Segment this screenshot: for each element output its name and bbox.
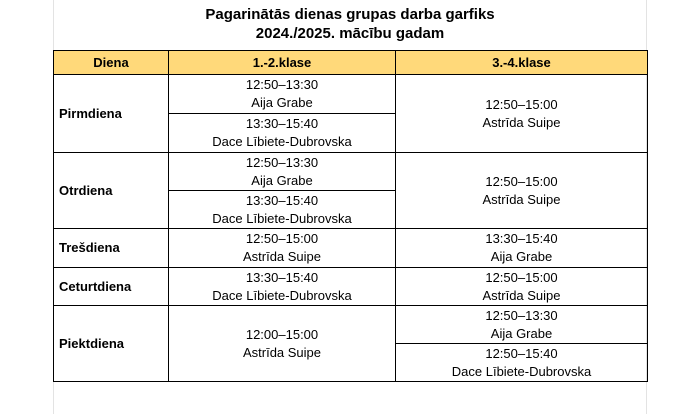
teacher-name: Aija Grabe bbox=[251, 95, 313, 110]
schedule-cell bbox=[169, 75, 396, 114]
day-friday: Piektdiena bbox=[54, 306, 169, 382]
schedule-cell bbox=[396, 153, 648, 229]
table-row bbox=[54, 75, 648, 114]
teacher-name: Astrīda Suipe bbox=[242, 344, 322, 360]
time-text: 12:50–15:00 bbox=[485, 173, 558, 189]
time-text: 12:50–13:30 bbox=[245, 77, 319, 92]
teacher-name: Dace Lībiete-Dubrovska bbox=[212, 287, 352, 303]
table-row bbox=[54, 306, 648, 344]
teacher-name: Astrīda Suipe bbox=[482, 287, 561, 303]
document-title: Pagarinātās dienas grupas darba garfiks bbox=[205, 6, 495, 23]
day-thursday: Ceturtdiena bbox=[54, 268, 169, 306]
schedule-cell bbox=[396, 344, 648, 382]
schedule-cell bbox=[169, 153, 396, 191]
header-day: Diena bbox=[54, 51, 169, 75]
schedule-cell bbox=[169, 306, 396, 382]
table-header-row bbox=[54, 51, 648, 75]
schedule-cell bbox=[396, 75, 648, 153]
schedule-cell bbox=[169, 114, 396, 153]
time-text: 12:00–15:00 bbox=[245, 326, 319, 342]
time-text: 13:30–15:40 bbox=[485, 231, 558, 246]
schedule-cell bbox=[169, 268, 396, 306]
teacher-name: Dace Lībiete-Dubrovska bbox=[212, 210, 352, 226]
schedule-cell bbox=[396, 306, 648, 344]
teacher-name: Dace Lībiete-Dubrovska bbox=[212, 134, 352, 149]
schedule-cell bbox=[169, 229, 396, 268]
document-subtitle: 2024./2025. mācību gadam bbox=[255, 25, 445, 42]
header-grade-1-2: 1.-2.klase bbox=[169, 51, 396, 75]
header-grade-3-4: 3.-4.klase bbox=[396, 51, 648, 75]
day-monday: Pirmdiena bbox=[54, 75, 169, 153]
schedule-cell bbox=[396, 268, 648, 306]
time-text: 12:50–13:30 bbox=[485, 307, 558, 323]
teacher-name: Astrīda Suipe bbox=[482, 114, 561, 130]
teacher-name: Dace Lībiete-Dubrovska bbox=[451, 363, 592, 379]
time-text: 13:30–15:40 bbox=[245, 269, 319, 285]
schedule-cell bbox=[396, 229, 648, 268]
time-text: 12:50–13:30 bbox=[245, 154, 319, 170]
time-text: 12:50–15:00 bbox=[485, 96, 558, 112]
teacher-name: Aija Grabe bbox=[490, 325, 553, 341]
time-text: 13:30–15:40 bbox=[245, 192, 319, 208]
schedule-cell bbox=[169, 191, 396, 229]
teacher-name: Aija Grabe bbox=[251, 172, 313, 188]
time-text: 12:50–15:00 bbox=[485, 269, 558, 285]
table-row bbox=[54, 153, 648, 191]
day-tuesday: Otrdiena bbox=[54, 153, 169, 229]
schedule-table bbox=[53, 50, 648, 382]
teacher-name: Astrīda Suipe bbox=[482, 191, 561, 207]
day-wednesday: Trešdiena bbox=[54, 229, 169, 268]
teacher-name: Astrīda Suipe bbox=[242, 249, 322, 264]
teacher-name: Aija Grabe bbox=[490, 249, 553, 264]
time-text: 12:50–15:40 bbox=[485, 345, 558, 361]
time-text: 12:50–15:00 bbox=[245, 231, 319, 246]
time-text: 13:30–15:40 bbox=[245, 116, 319, 131]
table-row bbox=[54, 229, 648, 268]
table-row bbox=[54, 268, 648, 306]
